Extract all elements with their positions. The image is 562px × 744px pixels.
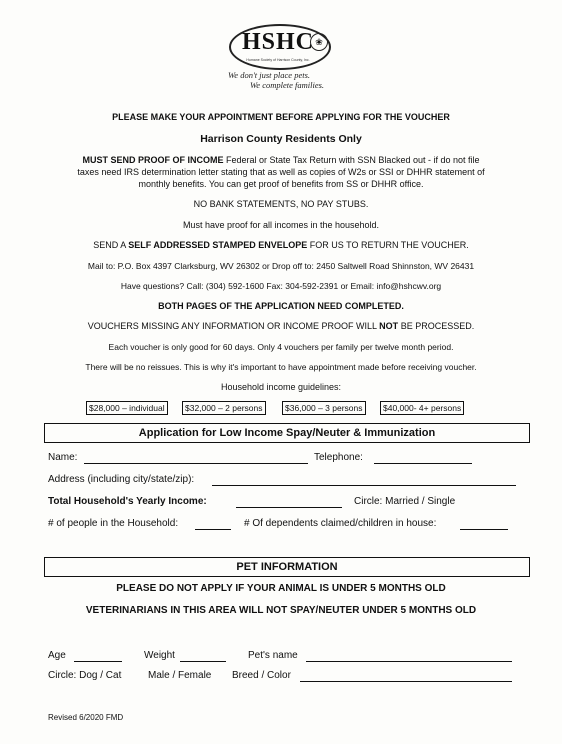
people-label: # of people in the Household: xyxy=(48,518,179,529)
age-warning-2: VETERINARIANS IN THIS AREA WILL NOT SPAY/NEUTER UNDER 5 MONTHS OLD xyxy=(85,605,477,616)
proof-text: Federal or State Tax Return with SSN Blacked out - if do not file xyxy=(226,155,480,165)
income-box-3-persons: $36,000 – 3 persons xyxy=(282,401,366,415)
validity: Each voucher is only good for 60 days. Only 4 vouchers per family per twelve month period. xyxy=(108,342,454,352)
application-title: Application for Low Income Spay/Neuter & Immunization xyxy=(44,423,530,443)
mail-to: Mail to: P.O. Box 4397 Clarksburg, WV 26302 or Drop off to: 2450 Saltwell Road Shinnston, WV 26431 xyxy=(87,261,475,271)
proof-line-1 xyxy=(0,155,562,165)
dependents-label: # Of dependents claimed/children in house: xyxy=(244,518,437,529)
income-box-individual: $28,000 – individual xyxy=(86,401,168,415)
breed-field[interactable] xyxy=(300,681,512,682)
pet-info-title: PET INFORMATION xyxy=(44,557,530,577)
logo-small-text: Humane Society of Harrison County, Inc. xyxy=(246,58,310,62)
income-box-4-persons: $40,000- 4+ persons xyxy=(380,401,464,415)
name-label: Name: xyxy=(48,452,78,463)
weight-label: Weight xyxy=(144,650,175,661)
sex-select[interactable]: Male / Female xyxy=(148,670,212,681)
telephone-field[interactable] xyxy=(374,463,472,464)
people-field[interactable] xyxy=(195,529,231,530)
age-label: Age xyxy=(48,650,66,661)
paw-seal-icon: ❀ xyxy=(310,33,328,51)
all-incomes: Must have proof for all incomes in the household. xyxy=(182,220,380,230)
proof-line-3: monthly benefits. You can get proof of benefits from SS or DHHR office. xyxy=(138,179,424,189)
pet-name-label: Pet's name xyxy=(248,650,298,661)
both-pages: BOTH PAGES OF THE APPLICATION NEED COMPLETED. xyxy=(158,301,404,311)
age-field[interactable] xyxy=(74,661,122,662)
tagline-1: We don't just place pets. xyxy=(228,70,311,80)
address-field[interactable] xyxy=(212,485,516,486)
residents-only: Harrison County Residents Only xyxy=(200,133,362,145)
appointment-heading: PLEASE MAKE YOUR APPOINTMENT BEFORE APPLYING FOR THE VOUCHER xyxy=(112,112,450,122)
proof-line-2: taxes need IRS determination letter stating that as well as copies of W2s or SSI or DHHR statement of xyxy=(77,167,485,177)
income-guidelines: Household income guidelines: xyxy=(220,382,342,392)
logo-text: HSHC xyxy=(241,29,314,55)
sase-bold: SELF ADDRESSED STAMPED ENVELOPE xyxy=(128,240,308,250)
sase-suffix: FOR US TO RETURN THE VOUCHER. xyxy=(309,240,469,250)
address-label: Address (including city/state/zip): xyxy=(48,474,195,485)
sase-prefix: SEND A xyxy=(93,240,126,250)
marital-status[interactable]: Circle: Married / Single xyxy=(354,496,456,507)
income-box-2-persons: $32,000 – 2 persons xyxy=(182,401,266,415)
dependents-field[interactable] xyxy=(460,529,508,530)
questions: Have questions? Call: (304) 592-1600 Fax: 304-592-2391 or Email: info@hshcwv.org xyxy=(120,281,442,291)
proof-bold: MUST SEND PROOF OF INCOME xyxy=(82,155,224,165)
missing-not: NOT xyxy=(379,321,399,331)
pet-name-field[interactable] xyxy=(306,661,512,662)
missing-suffix: BE PROCESSED. xyxy=(400,321,475,331)
species-select[interactable]: Circle: Dog / Cat xyxy=(48,670,122,681)
telephone-label: Telephone: xyxy=(314,452,363,463)
name-field[interactable] xyxy=(84,463,308,464)
reissues: There will be no reissues. This is why it's important to have appointment made before receiving voucher. xyxy=(85,362,477,372)
tagline-2: We complete families. xyxy=(250,80,325,90)
income-field[interactable] xyxy=(236,507,342,508)
breed-label: Breed / Color xyxy=(232,670,291,681)
no-statements: NO BANK STATEMENTS, NO PAY STUBS. xyxy=(193,199,369,209)
missing-line xyxy=(0,321,562,331)
income-label: Total Household's Yearly Income: xyxy=(48,496,207,507)
weight-field[interactable] xyxy=(180,661,226,662)
missing-prefix: VOUCHERS MISSING ANY INFORMATION OR INCOME PROOF WILL xyxy=(87,321,377,331)
sase-line xyxy=(0,240,562,250)
age-warning-1: PLEASE DO NOT APPLY IF YOUR ANIMAL IS UNDER 5 MONTHS OLD xyxy=(116,583,446,594)
revised-footer: Revised 6/2020 FMD xyxy=(48,713,124,722)
